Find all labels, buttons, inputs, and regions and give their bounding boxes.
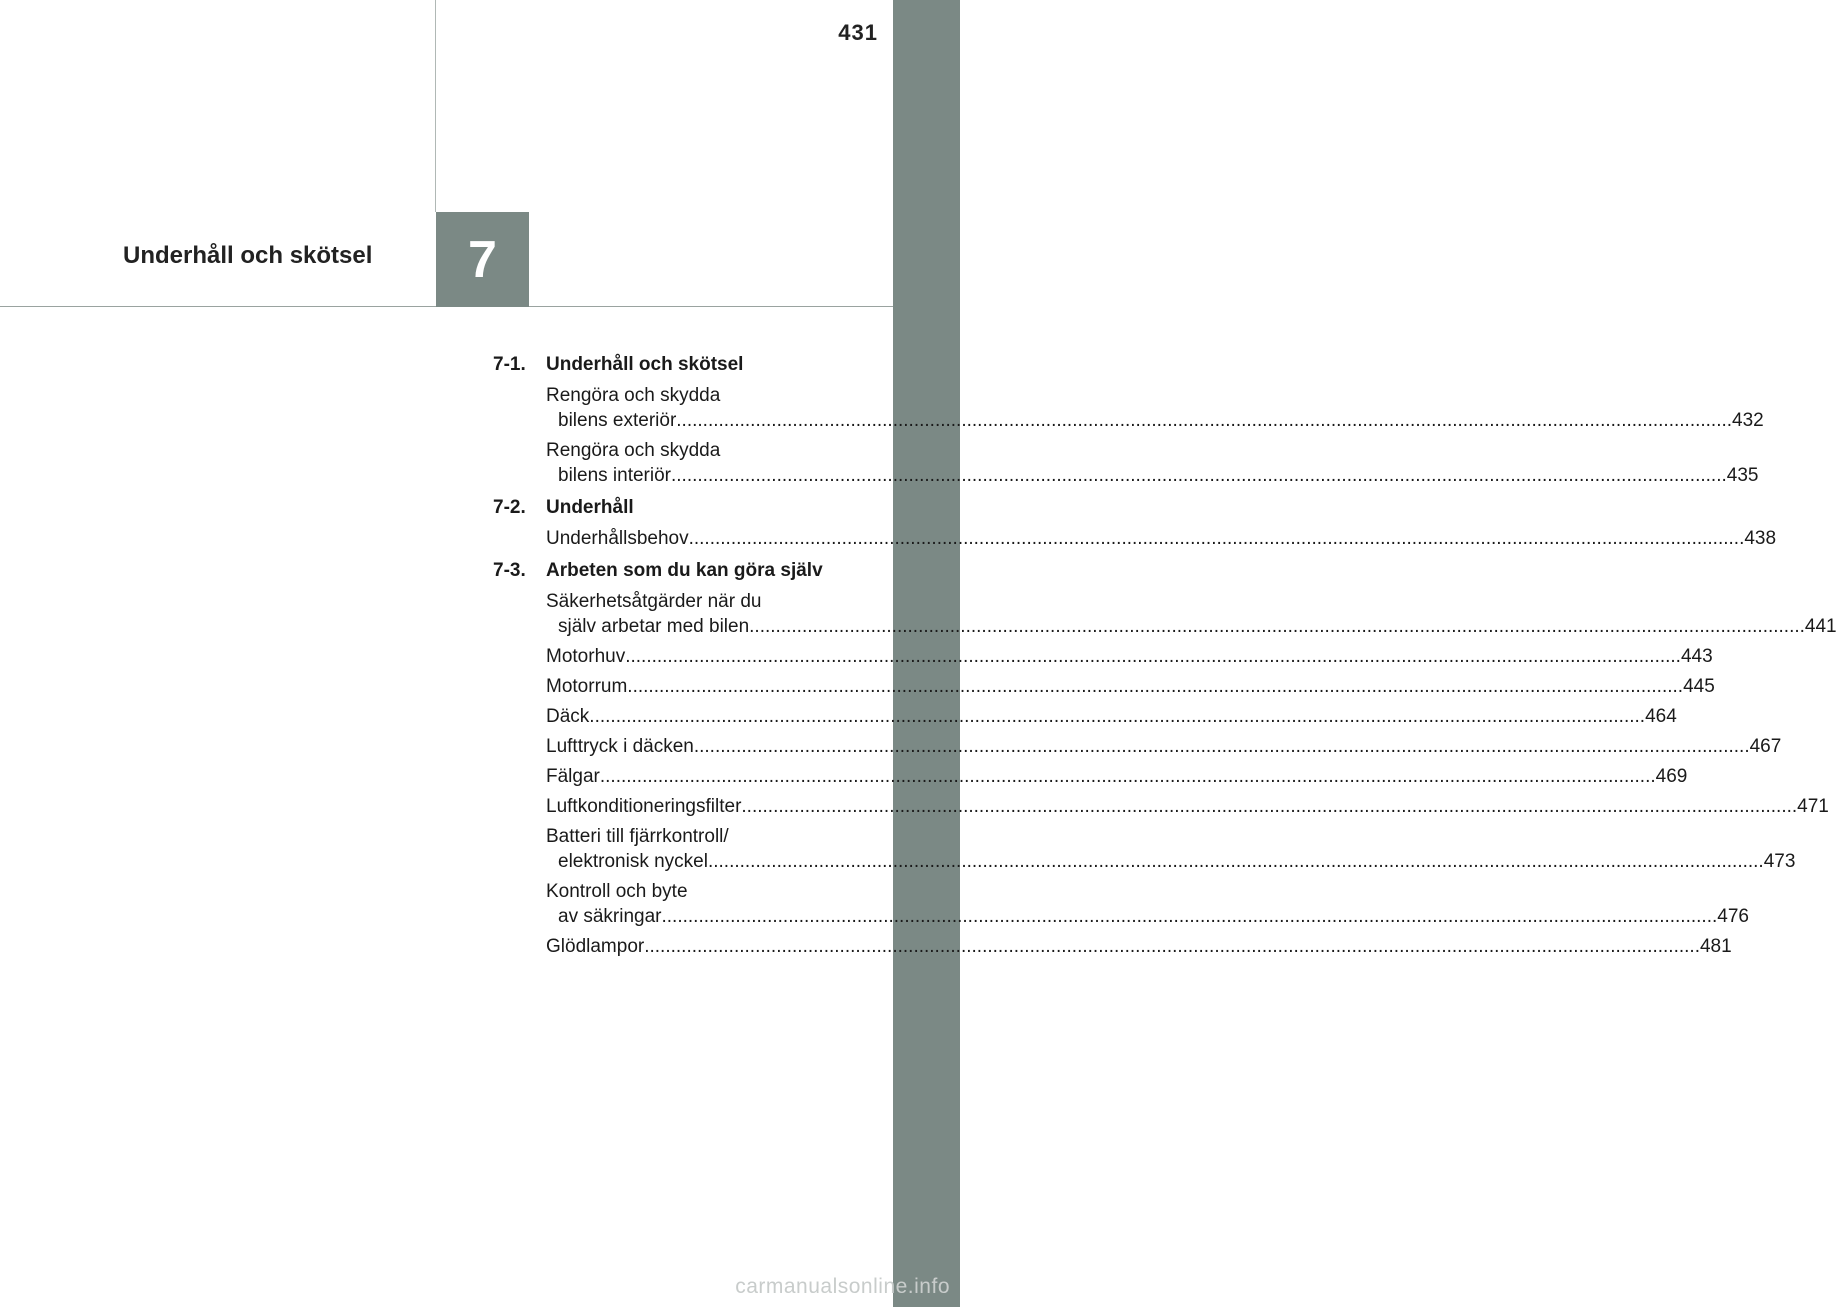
toc-entry-line xyxy=(546,934,1732,959)
section-number: 7-1. xyxy=(493,354,526,375)
toc-page-number: 443 xyxy=(1680,646,1713,667)
toc-entry-text: bilens exteriör xyxy=(558,410,677,431)
dot-leader: ........................................................................................................................................................................................................ xyxy=(661,906,1718,927)
toc-entry-text: själv arbetar med bilen xyxy=(558,616,750,637)
toc-entry[interactable] xyxy=(546,764,1688,789)
toc-entry[interactable] xyxy=(546,734,1782,759)
toc-entry[interactable] xyxy=(546,934,1732,959)
toc-entry-line xyxy=(546,526,1777,551)
toc-entry-line xyxy=(546,794,1829,819)
toc-entry-line xyxy=(546,383,835,408)
toc-entry-text: Underhållsbehov xyxy=(546,528,689,549)
toc-entry-line xyxy=(546,614,1837,639)
toc-entry-text: elektronisk nyckel xyxy=(558,851,708,872)
toc-entry-text: Glödlampor xyxy=(546,936,645,957)
toc-entry[interactable] xyxy=(546,438,1759,488)
toc-entry-line xyxy=(546,904,1749,929)
toc-entry-text: av säkringar xyxy=(558,906,662,927)
toc-entry-line xyxy=(546,824,835,849)
toc-entry-line xyxy=(546,764,1688,789)
toc-entry[interactable] xyxy=(546,704,1677,729)
dot-leader: ........................................................................................................................................................................................................ xyxy=(693,736,1750,757)
section-number: 7-2. xyxy=(493,497,526,518)
dot-leader: ........................................................................................................................................................................................................ xyxy=(589,706,1646,727)
chapter-title: Underhåll och skötsel xyxy=(123,242,373,269)
dot-leader: ........................................................................................................................................................................................................ xyxy=(688,528,1745,549)
chapter-number-box: 7 xyxy=(436,212,529,307)
watermark: carmanualsonline.info xyxy=(735,1275,950,1298)
toc-entry-line xyxy=(546,463,1759,488)
section-heading xyxy=(493,352,835,377)
toc-section xyxy=(493,495,1777,551)
section-heading xyxy=(493,558,835,583)
toc-entry-text: Rengöra och skydda xyxy=(546,440,721,461)
dot-leader: ........................................................................................................................................................................................................ xyxy=(599,766,1656,787)
toc-entry-line xyxy=(546,644,1713,669)
toc-page-number: 471 xyxy=(1797,796,1829,817)
toc-page-number: 438 xyxy=(1744,528,1777,549)
toc-page-number: 464 xyxy=(1645,706,1677,727)
section-number: 7-3. xyxy=(493,560,526,581)
section-heading xyxy=(493,495,835,520)
toc-entry[interactable] xyxy=(546,794,1829,819)
dot-leader: ........................................................................................................................................................................................................ xyxy=(627,676,1684,697)
toc-entry[interactable] xyxy=(546,383,1764,433)
toc-entry[interactable] xyxy=(546,526,1777,551)
section-title: Arbeten som du kan göra själv xyxy=(546,560,823,581)
toc-entry-text: Batteri till fjärrkontroll/ xyxy=(546,826,729,847)
toc-entry-text: bilens interiör xyxy=(558,465,671,486)
dot-leader: ........................................................................................................................................................................................................ xyxy=(671,465,1727,486)
toc-entry[interactable] xyxy=(546,879,1749,929)
toc-entry-text: Fälgar xyxy=(546,766,600,787)
toc-entry[interactable] xyxy=(546,589,1837,639)
toc-entry-line xyxy=(546,589,835,614)
table-of-contents xyxy=(493,352,1837,966)
toc-entry-line xyxy=(546,849,1796,874)
dot-leader: ........................................................................................................................................................................................................ xyxy=(707,851,1764,872)
toc-entry-line xyxy=(546,734,1782,759)
toc-page-number: 469 xyxy=(1655,766,1688,787)
toc-entry-text: Motorrum xyxy=(546,676,628,697)
toc-entry-line xyxy=(546,879,835,904)
toc-entry-text: Rengöra och skydda xyxy=(546,385,721,406)
toc-entry-line xyxy=(546,408,1764,433)
dot-leader: ........................................................................................................................................................................................................ xyxy=(741,796,1798,817)
toc-section xyxy=(493,352,1764,488)
page-number: 431 xyxy=(838,20,878,45)
toc-page-number: 432 xyxy=(1732,410,1764,431)
toc-entry-line xyxy=(546,438,835,463)
toc-entry-line xyxy=(546,674,1715,699)
toc-entry-line xyxy=(546,704,1677,729)
dot-leader: ........................................................................................................................................................................................................ xyxy=(676,410,1733,431)
toc-page-number: 445 xyxy=(1683,676,1715,697)
toc-page-number: 435 xyxy=(1726,465,1759,486)
toc-entry-text: Lufttryck i däcken xyxy=(546,736,694,757)
toc-entry-text: Säkerhetsåtgärder när du xyxy=(546,591,762,612)
vertical-divider xyxy=(435,0,436,212)
toc-entry[interactable] xyxy=(546,644,1713,669)
dot-leader: ........................................................................................................................................................................................................ xyxy=(625,646,1681,667)
toc-page-number: 467 xyxy=(1749,736,1782,757)
toc-section xyxy=(493,558,1837,959)
toc-entry-text: Kontroll och byte xyxy=(546,881,688,902)
dot-leader: ........................................................................................................................................................................................................ xyxy=(749,616,1805,637)
toc-page-number: 473 xyxy=(1763,851,1796,872)
section-title: Underhåll och skötsel xyxy=(546,354,744,375)
toc-entry-text: Luftkonditioneringsfilter xyxy=(546,796,742,817)
section-title: Underhåll xyxy=(546,497,634,518)
toc-entry-text: Däck xyxy=(546,706,590,727)
toc-entry[interactable] xyxy=(546,824,1796,874)
dot-leader: ........................................................................................................................................................................................................ xyxy=(644,936,1700,957)
toc-page-number: 481 xyxy=(1699,936,1732,957)
toc-entry[interactable] xyxy=(546,674,1715,699)
toc-page-number: 476 xyxy=(1717,906,1749,927)
toc-entry-text: Motorhuv xyxy=(546,646,626,667)
toc-page-number: 441 xyxy=(1804,616,1837,637)
